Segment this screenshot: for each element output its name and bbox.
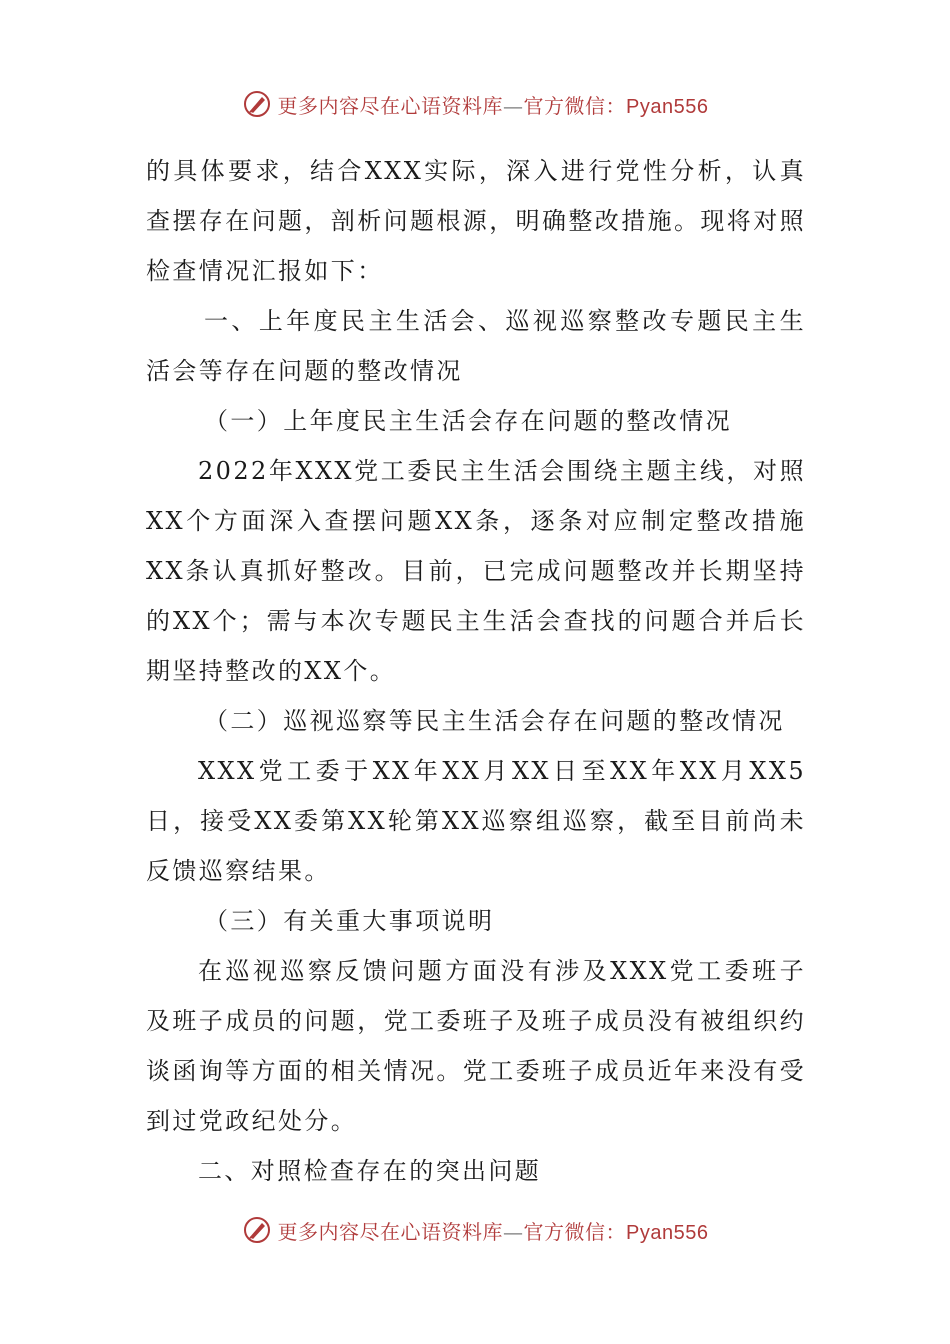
section-heading-2: 二、对照检查存在的突出问题: [198, 1157, 542, 1185]
banner-separator: —: [503, 93, 524, 118]
banner-wechat-id: Pyan556: [626, 1221, 709, 1244]
banner-text: 更多内容尽在心语资料库: [277, 1219, 504, 1244]
pen-nib-logo-icon: [242, 1215, 272, 1245]
subsection-heading-3: （三）有关重大事项说明: [204, 907, 495, 935]
paragraph-intro: 的具体要求，结合XXX实际，深入进行党性分析，认真查摆存在问题，剖析问题根源，明确整改措施。现将对照检查情况汇报如下：: [146, 157, 806, 285]
header-watermark-text: [278, 90, 709, 119]
subsection-heading-2: （二）巡视巡察等民主生活会存在问题的整改情况: [204, 707, 785, 735]
footer-watermark-text: [278, 1216, 709, 1245]
section-heading-1: 一、上年度民主生活会、巡视巡察整改专题民主生活会等存在问题的整改情况: [146, 307, 806, 385]
banner-label: 官方微信：: [523, 1219, 627, 1244]
footer-watermark-banner: [0, 1210, 950, 1250]
header-watermark-banner: [0, 84, 950, 124]
paragraph-inspection: XXX党工委于XX年XX月XX日至XX年XX月XX5日，接受XX委第XX轮第XX巡察组巡察，截至目前尚未反馈巡察结果。: [146, 757, 806, 885]
pen-nib-logo-icon: [242, 89, 272, 119]
subsection-heading-1: （一）上年度民主生活会存在问题的整改情况: [204, 407, 732, 435]
banner-label: 官方微信：: [523, 93, 627, 118]
paragraph-rectification-2022: 2022年XXX党工委民主生活会围绕主题主线，对照XX个方面深入查摆问题XX条，逐条对应制定整改措施XX条认真抓好整改。目前，已完成问题整改并长期坚持的XX个；需与本次专题民主生活会查找的问题合并后长期坚持整改的XX个。: [146, 457, 806, 685]
document-body: [146, 146, 806, 1196]
paragraph-major-matters: 在巡视巡察反馈问题方面没有涉及XXX党工委班子及班子成员的问题，党工委班子及班子成员没有被组织约谈函询等方面的相关情况。党工委班子成员近年来没有受到过党政纪处分。: [146, 957, 806, 1135]
banner-wechat-id: Pyan556: [626, 95, 709, 118]
banner-separator: —: [503, 1219, 524, 1244]
banner-text: 更多内容尽在心语资料库: [277, 93, 504, 118]
